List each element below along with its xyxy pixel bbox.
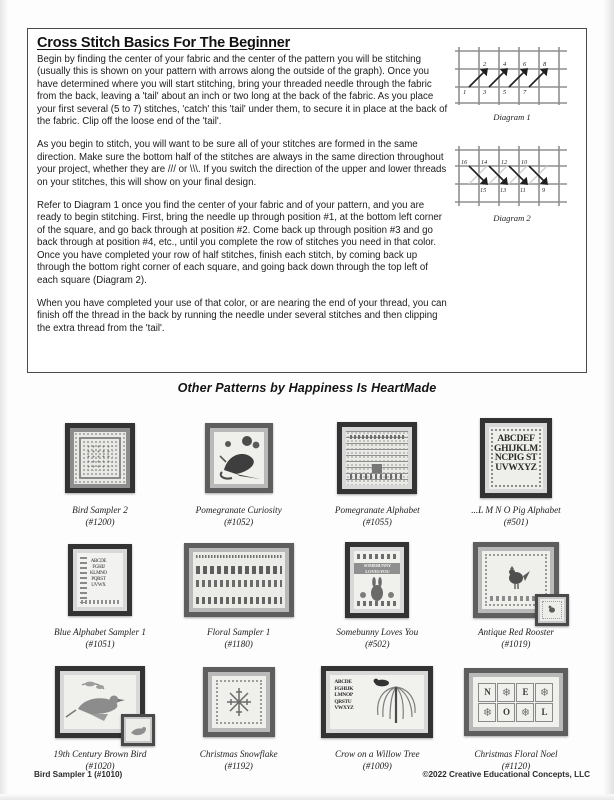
pattern-cell-somebunny-loves-you[interactable] <box>311 536 443 650</box>
pattern-title: Pomegranate Alphabet <box>334 505 420 515</box>
artwork-mat <box>342 427 412 489</box>
crow-alphabet-line-2: FGHIJK <box>334 685 354 692</box>
willow-tree-icon <box>368 675 424 729</box>
page-edge-bottom <box>0 794 614 800</box>
inset-framed-artwork <box>535 594 569 626</box>
pattern-title: Floral Sampler 1 <box>207 627 271 638</box>
small-bird-icon <box>126 719 150 741</box>
other-patterns-heading: Other Patterns by Happiness Is HeartMade <box>177 381 437 395</box>
artwork-pig-alphabet <box>489 427 543 489</box>
pattern-title: Crow on a Willow Tree <box>335 749 420 760</box>
floral-motif-icon: ❄ <box>516 703 534 722</box>
instructions-paragraph-3: Refer to Diagram 1 once you find the center of your fabric and of your pattern, and you are ready to begin stitching. First, bring the needle up through position #1, at the bottom left corner of the square, and go back through at position #2. Come back up through position #3 and go back through at position #4, etc., until you complete the row of stitches you need in that color. Once you have completed your row of half stitches, finish each stitch, by coming back up through the bottom right corner of each square, and going back down through the top left of each square (Diagram 2). <box>37 200 442 286</box>
framed-artwork <box>68 544 132 616</box>
inset-framed-artwork <box>121 714 155 746</box>
artwork-mat <box>189 548 289 612</box>
framed-artwork <box>480 418 552 498</box>
diagram-1-label-8: 8 <box>543 61 547 68</box>
thumbnail-wrap <box>345 536 409 624</box>
crow-alphabet-line-3: LMNOP <box>334 692 353 699</box>
diagram-1-label-3: 3 <box>483 89 487 96</box>
pattern-grid <box>34 414 582 781</box>
noel-letter-n: N <box>478 683 496 702</box>
floral-motif-icon: ❄ <box>478 703 496 722</box>
pattern-cell-blue-alphabet-sampler-1[interactable] <box>34 536 166 650</box>
artwork-crow-on-a-willow-tree <box>330 675 424 729</box>
small-rooster-icon <box>540 599 564 621</box>
diagram-2-label-9: 9 <box>542 187 546 194</box>
inset-artwork-mat <box>124 717 152 743</box>
somebunny-line-2: LOVES YOU <box>365 568 390 574</box>
thumbnail-wrap <box>337 414 417 502</box>
pattern-code: (#1051) <box>85 638 115 649</box>
crow-alphabet-line-4: QRSTU <box>334 698 352 705</box>
pattern-title: Somebunny Loves You <box>336 627 419 638</box>
instructions-title: Cross Stitch Basics For The Beginner <box>37 35 291 51</box>
pig-alphabet-line-1: ABCDEF <box>497 434 535 444</box>
floral-motif-icon: ❄ <box>535 683 553 702</box>
pattern-code: (#1020) <box>85 760 115 771</box>
thumbnail-wrap <box>464 658 568 746</box>
pattern-code: (#502) <box>365 638 390 649</box>
footer-copyright: ©2022 Creative Educational Concepts, LLC <box>422 770 590 779</box>
artwork-mat <box>73 549 127 611</box>
diagram-2-block <box>448 140 576 223</box>
pattern-caption <box>336 627 418 650</box>
pattern-caption <box>196 505 282 528</box>
diagram-1-label-2: 2 <box>483 61 487 68</box>
artwork-somebunny-loves-you <box>354 551 400 609</box>
diagram-2-label-15: 15 <box>480 187 487 194</box>
thumbnail-wrap <box>65 414 135 502</box>
pattern-title: Pomegranate Curiosity <box>195 505 282 515</box>
pattern-code: (#1009) <box>362 760 392 771</box>
framed-artwork <box>321 666 433 738</box>
pattern-cell-pomegranate-curiosity[interactable] <box>173 414 305 528</box>
pig-alphabet-line-2: GHIJKLM <box>494 443 538 454</box>
framed-artwork <box>184 543 294 617</box>
pattern-row <box>34 414 582 528</box>
thumbnail-wrap <box>480 414 552 502</box>
artwork-mat <box>70 428 130 488</box>
pattern-cell-bird-sampler-2[interactable] <box>34 414 166 528</box>
artwork-blue-alphabet-sampler-1 <box>77 553 123 607</box>
diagram-1-label-5: 5 <box>503 89 507 96</box>
diagram-2-label-10: 10 <box>521 159 528 166</box>
pattern-cell-christmas-snowflake[interactable] <box>173 658 305 772</box>
inset-artwork-bird-detail <box>126 719 150 741</box>
diagram-1-label-7: 7 <box>523 89 527 96</box>
thumbnail-wrap <box>68 536 132 624</box>
pattern-title: 19th Century Brown Bird <box>53 749 147 760</box>
artwork-mat <box>485 423 547 493</box>
pattern-row <box>34 658 582 772</box>
framed-artwork <box>55 666 145 738</box>
pattern-cell-crow-on-a-willow-tree[interactable] <box>311 658 443 772</box>
pattern-title: ...L M N O Pig Alphabet <box>471 505 561 515</box>
thumbnail-wrap <box>55 658 145 746</box>
artwork-bird-sampler-2 <box>74 432 126 484</box>
framed-artwork <box>464 668 568 736</box>
bunny-motif-icon <box>354 577 400 603</box>
blue-alphabet-line-3: KLMNO <box>90 571 107 577</box>
pattern-caption <box>54 627 146 650</box>
framed-artwork <box>203 667 275 737</box>
pattern-title: Christmas Floral Noel <box>474 749 558 760</box>
pattern-cell-floral-sampler-1[interactable] <box>173 536 305 650</box>
pattern-code: (#1019) <box>501 638 531 649</box>
diagram-1-label-1: 1 <box>463 89 467 96</box>
artwork-christmas-floral-noel <box>473 677 559 727</box>
pattern-cell-christmas-floral-noel[interactable] <box>450 658 582 772</box>
artwork-pomegranate-alphabet <box>346 431 408 485</box>
pattern-title: Antique Red Rooster <box>477 627 554 638</box>
inset-artwork-rooster-detail <box>540 599 564 621</box>
page-footer <box>34 770 590 779</box>
somebunny-line-1: SOMEBUNNY <box>363 563 391 569</box>
pattern-code: (#1055) <box>362 516 392 527</box>
diagram-2-label-16: 16 <box>461 159 468 166</box>
pig-alphabet-line-3: NCPIG ST <box>494 453 538 463</box>
pattern-code: (#501) <box>503 516 529 527</box>
diagram-2-illustration <box>453 140 571 212</box>
instructions-paragraph-2: As you begin to stitch, you will want to be sure all of your stitches are formed in the same direction. Make sure the bottom half of the stitches are always in the same direction throughout your project, whether they are /// or \\\. If you switch the direction of the upper and lower threads on your stitches, this will show on your final design. <box>37 139 447 188</box>
pattern-caption <box>471 505 561 528</box>
bird-motif-icon <box>214 432 264 484</box>
page-edge-left <box>0 0 8 800</box>
diagram-column <box>448 39 576 241</box>
snowflake-icon <box>212 676 266 728</box>
pattern-code: (#1120) <box>501 760 531 771</box>
thumbnail-wrap <box>205 414 273 502</box>
pattern-title: Bird Sampler 2 <box>72 505 128 515</box>
framed-artwork <box>65 423 135 493</box>
diagram-2-label-14: 14 <box>481 159 488 166</box>
instructions-paragraph-1: Begin by finding the center of your fabric and the center of the pattern you will be stitching (usually this is shown on your pattern with arrows along the outside of the graph). Once you have determined where you will start stitching, bring your threaded needle through the fabric from the back, leaving a 'tail' about an inch or two long at the back of the fabric. As you place your first several (5 to 7) stitches, 'catch' this 'tail' under them, to secure it in place at the back of the fabric. Clip off the loose end of the 'tail'. <box>37 54 448 128</box>
artwork-mat <box>326 671 428 733</box>
blue-alphabet-line-4: PQRST <box>91 577 106 583</box>
crow-alphabet-line-5: VWXYZ <box>334 705 354 711</box>
diagram-1-caption: Diagram 1 <box>493 112 531 122</box>
noel-letter-o: O <box>497 703 515 722</box>
diagram-2-label-13: 13 <box>500 187 507 194</box>
pattern-code: (#1200) <box>85 516 115 527</box>
framed-artwork <box>473 542 559 618</box>
artwork-pomegranate-curiosity <box>214 432 264 484</box>
pattern-code: (#1052) <box>224 516 254 527</box>
pattern-row <box>34 536 582 650</box>
pattern-caption <box>72 505 128 528</box>
diagram-2-label-11: 11 <box>520 187 526 194</box>
pattern-cell-antique-red-rooster[interactable] <box>450 536 582 650</box>
framed-artwork <box>345 542 409 618</box>
noel-letter-e: E <box>516 683 534 702</box>
diagram-1-block <box>448 39 576 122</box>
blue-alphabet-line-2: FGHIJ <box>92 565 105 571</box>
blue-alphabet-line-5: UVWX <box>91 583 106 589</box>
instructions-text-column <box>37 35 449 335</box>
pattern-cell-pomegranate-alphabet[interactable] <box>311 414 443 528</box>
thumbnail-wrap <box>473 536 559 624</box>
pattern-title: Blue Alphabet Sampler 1 <box>54 627 146 638</box>
instructions-box <box>27 28 587 373</box>
pattern-code: (#1180) <box>224 638 253 649</box>
noel-letter-l: L <box>535 703 553 722</box>
footer-pattern-name: Bird Sampler 1 (#1010) <box>34 770 123 779</box>
instructions-paragraph-4: When you have completed your use of that color, or are nearing the end of your thread, you can finish off the thread in the back by running the needle under several stitches and then clipping the extra thread from the 'tail'. <box>37 297 447 334</box>
pattern-cell-pig-alphabet[interactable] <box>450 414 582 528</box>
diagram-2-label-12: 12 <box>501 159 508 166</box>
artwork-christmas-snowflake <box>212 676 266 728</box>
diagram-1-illustration <box>453 39 571 111</box>
framed-artwork <box>337 422 417 494</box>
pattern-cell-19th-century-brown-bird[interactable] <box>34 658 166 772</box>
crow-alphabet-line-1: ABCDE <box>334 679 352 686</box>
diagram-2-caption: Diagram 2 <box>493 213 531 223</box>
artwork-mat <box>208 672 270 732</box>
pig-alphabet-line-4: UVWXYZ <box>495 462 537 473</box>
thumbnail-wrap <box>203 658 275 746</box>
floral-motif-icon: ❄ <box>497 683 515 702</box>
artwork-mat <box>469 673 563 731</box>
page-edge-right <box>604 0 614 800</box>
artwork-mat <box>350 547 404 613</box>
thumbnail-wrap <box>321 658 433 746</box>
pattern-caption <box>478 627 554 650</box>
artwork-mat <box>210 428 268 488</box>
thumbnail-wrap <box>184 536 294 624</box>
framed-artwork <box>205 423 273 493</box>
blue-alphabet-line-1: ABCDE <box>90 559 107 565</box>
diagram-1-label-6: 6 <box>523 61 527 68</box>
diagram-1-label-4: 4 <box>503 61 507 68</box>
artwork-floral-sampler-1 <box>193 552 285 608</box>
pattern-caption <box>335 505 420 528</box>
inset-artwork-mat <box>538 597 566 623</box>
pattern-code: (#1192) <box>224 760 253 771</box>
pattern-caption <box>207 627 270 650</box>
pattern-title: Christmas Snowflake <box>199 749 278 760</box>
